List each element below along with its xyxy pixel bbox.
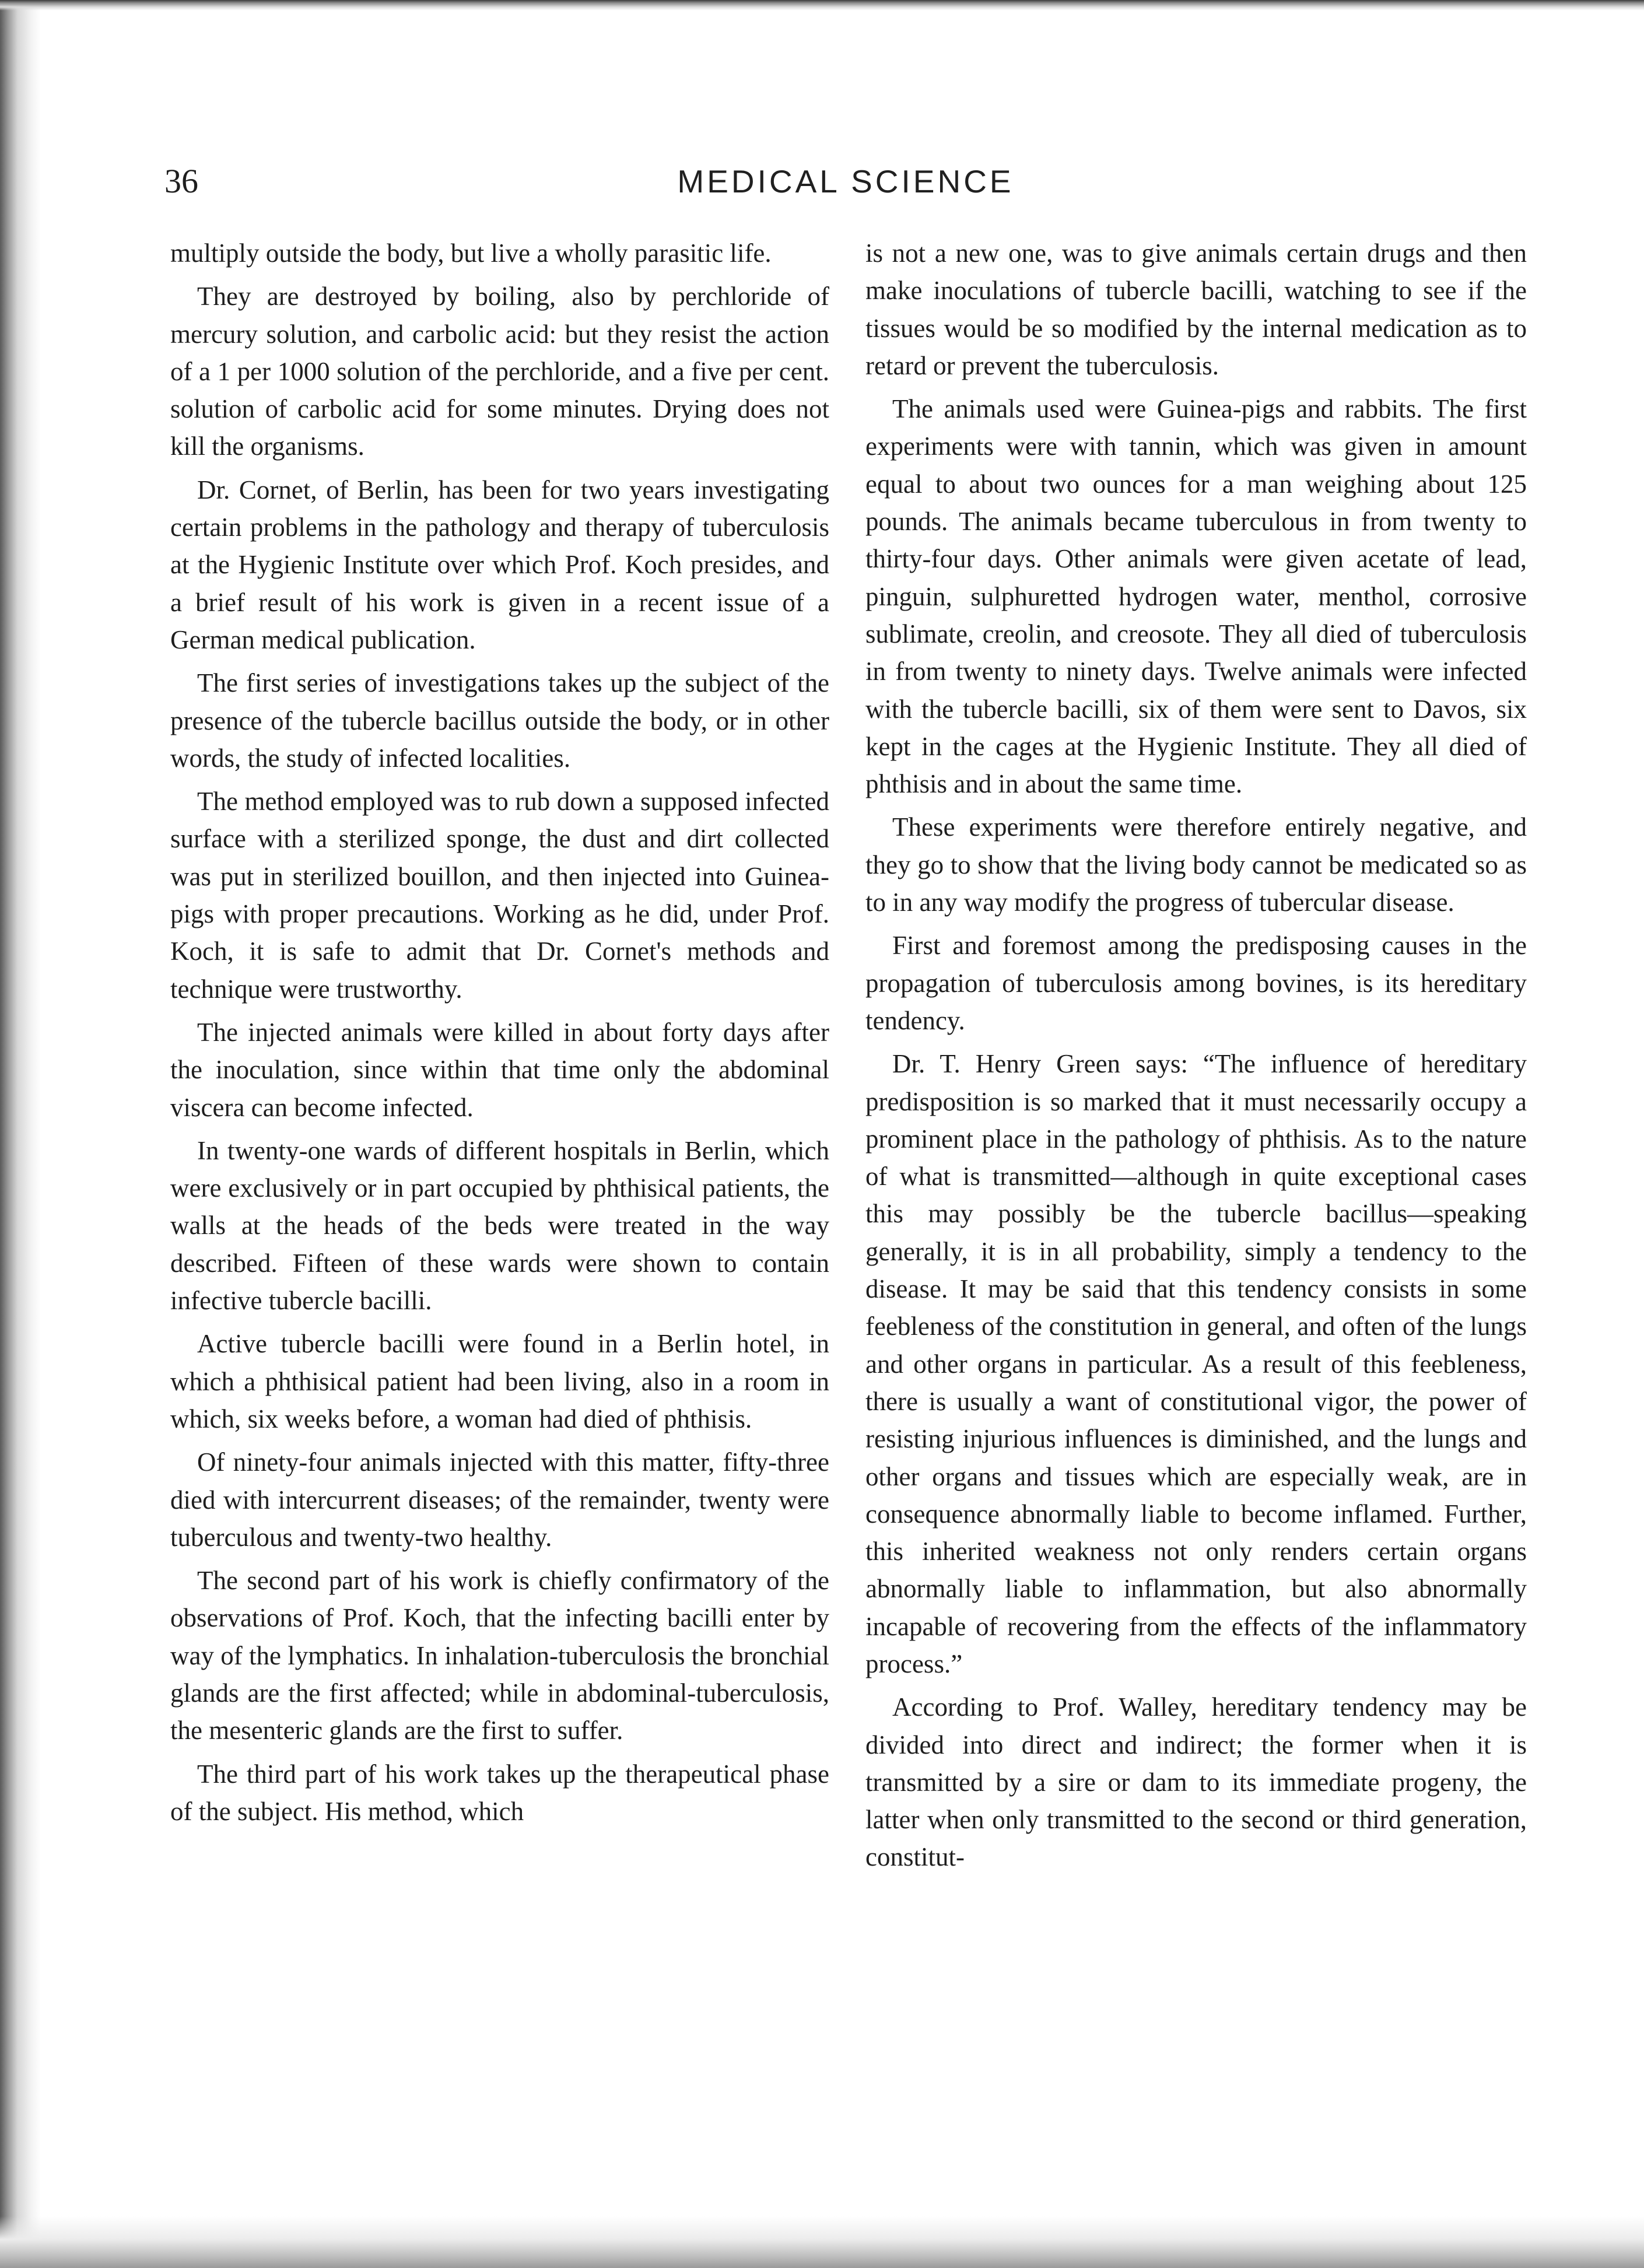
paragraph: The injected animals were killed in about forty days after the inoculation, since within that time only the abdominal viscera can become infected. [170, 1017, 829, 1122]
paragraph: The animals used were Guinea-pigs and rabbits. The first experiments were with tannin, which was given in amount equal to about two ounces for a man weighing about 125 pounds. The animals became tuberculous in from twenty to thirty-four days. Other animals were given acetate of lead, pinguin, sulphuretted hydrogen water, menthol, corrosive sublimate, creolin, and creosote. They all died of tuberculosis in from twenty to ninety days. Twelve animals were infected with the tubercle bacilli, six of them were sent to Davos, six kept in the cages at the Hygienic Institute. They all died of phthisis and in about the same time. [865, 394, 1527, 799]
paragraph: Dr. T. Henry Green says: “The influence of hereditary predisposition is so marked that it must necessarily occupy a prominent place in the pathology of phthisis. As to the nature of what is transmitted—although in quite exceptional cases this may possibly be the tubercle bacillus—speaking generally, it is in all probability, simply a tendency to the disease. It may be said that this tendency consists in some feebleness of the constitution in general, and often of the lungs and other organs in particular. As a result of this feebleness, there is usually a want of constitutional vigor, the power of resisting injurious influences is diminished, and the lungs and other organs and tissues which are especially weak, are in consequence abnormally liable to become inflamed. Further, this inherited weakness not only renders certain organs abnormally liable to inflammation, but also abnormally incapable of recovering from the effects of the inflammatory process.” [865, 1049, 1527, 1678]
paragraph: First and foremost among the predisposing causes in the propagation of tuberculosis among bovines, is its hereditary tendency. [865, 931, 1527, 1035]
page-number: 36 [164, 162, 198, 200]
paragraph: The second part of his work is chiefly confirmatory of the observations of Prof. Koch, that the infecting bacilli enter by way of the lymphatics. In inhalation-tuberculosis the bronchial glands are the first affected; while in abdominal-tuberculosis, the mesenteric glands are the first to suffer. [170, 1566, 829, 1745]
paragraph: Of ninety-four animals injected with this matter, fifty-three died with intercurrent diseases; of the remainder, twenty were tuberculous and twenty-two healthy. [170, 1447, 829, 1552]
paragraph: The first series of investigations takes up the subject of the presence of the tubercle bacillus outside the body, or in other words, the study of infected localities. [170, 668, 829, 773]
paragraph: Dr. Cornet, of Berlin, has been for two years investigating certain problems in the pathology and therapy of tuberculosis at the Hygienic Institute over which Prof. Koch presides, and a brief result of his work is given in a recent issue of a German medical publication. [170, 475, 829, 654]
scan-shadow-bottom [0, 2216, 1644, 2268]
paragraph: According to Prof. Walley, hereditary tendency may be divided into direct and indirect; the former when it is transmitted by a sire or dam to its immediate progeny, the latter when only transmitted to the second or third generation, constitut- [865, 1692, 1527, 1872]
right-column [865, 234, 1527, 1882]
scan-shadow-top [0, 0, 1644, 10]
running-title: MEDICAL SCIENCE [677, 163, 1014, 199]
paragraph: The third part of his work takes up the therapeutical phase of the subject. His method, which [170, 1759, 829, 1826]
paragraph: Active tubercle bacilli were found in a Berlin hotel, in which a phthisical patient had been living, also in a room in which, six weeks before, a woman had died of phthisis. [170, 1329, 829, 1433]
paragraph: The method employed was to rub down a supposed infected surface with a sterilized sponge, the dust and dirt collected was put in sterilized bouillon, and then injected into Guinea-pigs with proper precautions. Working as he did, under Prof. Koch, it is safe to admit that Dr. Cornet's methods and technique were trustworthy. [170, 787, 829, 1004]
scan-shadow-left [0, 0, 41, 2268]
left-column [170, 234, 829, 1836]
paragraph: In twenty-one wards of different hospitals in Berlin, which were exclusively or in part occupied by phthisical patients, the walls at the heads of the beds were treated in the way described. Fifteen of these wards were shown to contain infective tubercle bacilli. [170, 1135, 829, 1316]
paragraph: These experiments were therefore entirely negative, and they go to show that the living body cannot be medicated so as to in any way modify the progress of tubercular disease. [865, 812, 1527, 917]
paragraph: They are destroyed by boiling, also by perchloride of mercury solution, and carbolic acid: but they resist the action of a 1 per 1000 solution of the perchloride, and a five per cent. solution of carbolic acid for some minutes. Drying does not kill the organisms. [170, 282, 829, 461]
paragraph: is not a new one, was to give animals certain drugs and then make inoculations of tubercle bacilli, watching to see if the tissues would be so modified by the internal medication as to retard or prevent the tuberculosis. [865, 239, 1527, 380]
paragraph: multiply outside the body, but live a wholly parasitic life. [170, 239, 772, 268]
